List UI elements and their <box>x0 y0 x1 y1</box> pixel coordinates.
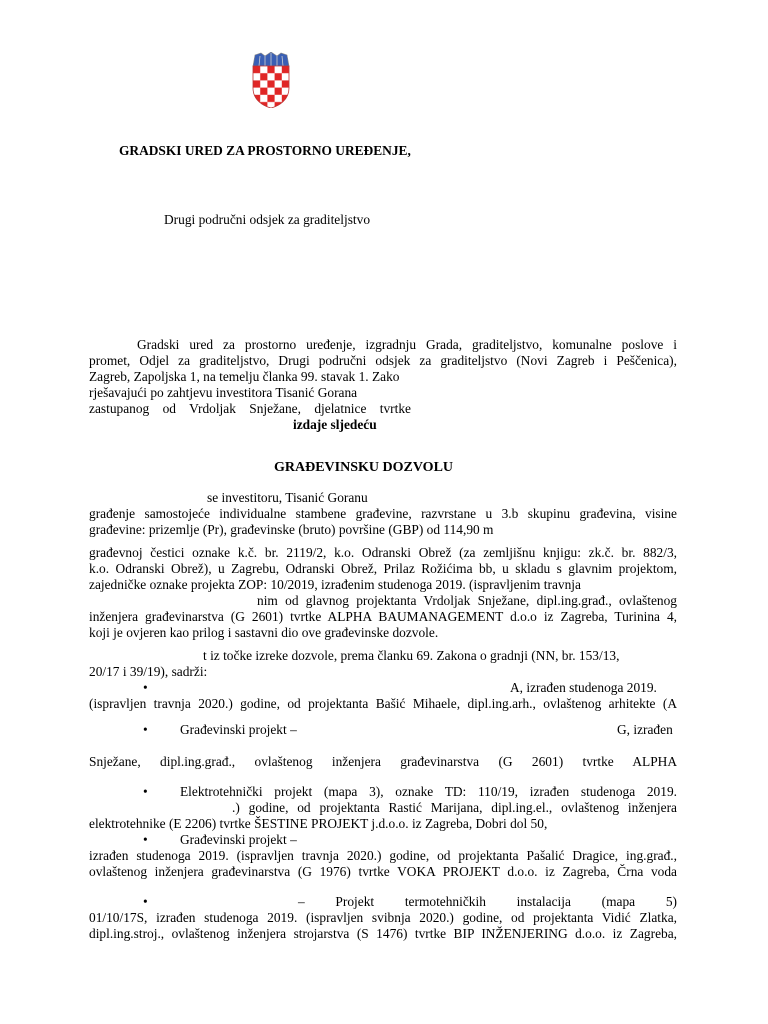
permit-line-5: k.o. Odranski Obrež), u Zagrebu, Odranski Obrež, Prilaz Rožićima bb, u skladu s glavnim projektom, <box>89 561 677 576</box>
contents-line-1: t iz točke izreke dozvole, prema članku 69. Zakona o gradnji (NN, br. 153/13, <box>203 648 620 663</box>
permit-line-3: građevine: prizemlje (Pr), građevinske (bruto) površine (GBP) od 114,90 m <box>89 522 494 537</box>
bullet-5: • <box>143 894 148 909</box>
issues-statement: izdaje sljedeću <box>293 417 377 432</box>
item-1-line-a: A, izrađen studenoga 2019. <box>510 680 657 695</box>
item-5-line-a: – Projekt termotehničkih instalacija (mapa 5) <box>298 894 677 909</box>
permit-line-4: građevnoj čestici oznake k.č. br. 2119/2, k.o. Odranski Obrež (za zemljišnu knjigu: zk.č. br. 882/3, <box>89 545 677 560</box>
office-heading: GRADSKI URED ZA PROSTORNO UREĐENJE, <box>119 143 411 158</box>
item-4-line-a: Građevinski projekt – <box>180 832 297 847</box>
item-2-line-b: G, izrađen <box>617 722 673 737</box>
permit-line-7: nim od glavnog projektanta Vrdoljak Snježane, dipl.ing.građ., ovlaštenog <box>257 593 677 608</box>
permit-line-9: koji je ovjeren kao prilog i sastavni dio ove građevinske dozvole. <box>89 625 439 640</box>
permit-line-2: građenje samostojeće individualne stambene građevine, razvrstane u 3.b skupinu građevina, visine <box>89 506 677 521</box>
permit-line-6: zajedničke oznake projekta ZOP: 10/2019, izrađenim studenoga 2019. (ispravljenim travnja <box>89 577 581 592</box>
item-3-line-a: Elektrotehnički projekt (mapa 3), oznake TD: 110/19, izrađen studenoga 2019. <box>180 784 677 799</box>
item-3-line-c: elektrotehnike (E 2206) tvrtke ŠESTINE PROJEKT j.d.o.o. iz Zagreba, Dobri dol 50, <box>89 816 548 831</box>
intro-line-2: promet, Odjel za graditeljstvo, Drugi područni odsjek za graditeljstvo (Novi Zagreb i Peščenica), <box>89 353 677 368</box>
permit-line-8: inženjera građevinarstva (G 2601) tvrtke ALPHA BAUMANAGEMENT d.o.o iz Zagreba, Turinina 4, <box>89 609 677 624</box>
intro-line-5: zastupanog od Vrdoljak Snježane, djelatnice tvrtke <box>89 401 411 416</box>
item-1-line-b: (ispravljen travnja 2020.) godine, od projektanta Bašić Mihaele, dipl.ing.arh., ovlaštenog arhitekte (A <box>89 696 677 711</box>
item-2-line-a: Građevinski projekt – <box>180 722 297 737</box>
permit-line-1: se investitoru, Tisanić Goranu <box>207 490 368 505</box>
item-4-line-b: izrađen studenoga 2019. (ispravljen travnja 2020.) godine, od projektanta Pašalić Dragice, ing.građ., <box>89 848 677 863</box>
bullet-3: • <box>143 784 148 799</box>
item-4-line-c: ovlaštenog inženjera građevinarstva (G 1976) tvrtke VOKA PROJEKT d.o.o. iz Zagreba, Črna voda <box>89 864 677 879</box>
bullet-1: • <box>143 680 148 695</box>
intro-line-3: Zagreb, Zapoljska 1, na temelju članka 99. stavak 1. Zako <box>89 369 400 384</box>
item-2-line-c: Snježane, dipl.ing.građ., ovlaštenog inženjera građevinarstva (G 2601) tvrtke ALPHA <box>89 754 677 769</box>
coat-of-arms-logo <box>249 52 293 108</box>
item-5-line-b: 01/10/17S, izrađen studenoga 2019. (ispravljen svibnja 2020.) godine, od projektanta Vidić Zlatka, <box>89 910 677 925</box>
document-title: GRAĐEVINSKU DOZVOLU <box>274 460 454 475</box>
item-5-line-c: dipl.ing.stroj., ovlaštenog inženjera strojarstva (S 1476) tvrtke BIP INŽENJERING d.o.o. iz Zagreba, <box>89 926 677 941</box>
intro-line-4: rješavajući po zahtjevu investitora Tisanić Gorana <box>89 385 358 400</box>
department-heading: Drugi područni odsjek za graditeljstvo <box>164 212 371 227</box>
bullet-2: • <box>143 722 148 737</box>
intro-line-1: Gradski ured za prostorno uređenje, izgradnju Grada, graditeljstvo, komunalne poslove i <box>137 337 677 352</box>
item-3-line-b: .) godine, od projektanta Rastić Marijana, dipl.ing.el., ovlaštenog inženjera <box>232 800 677 815</box>
contents-line-2: 20/17 i 39/19), sadrži: <box>89 664 208 679</box>
bullet-4: • <box>143 832 148 847</box>
